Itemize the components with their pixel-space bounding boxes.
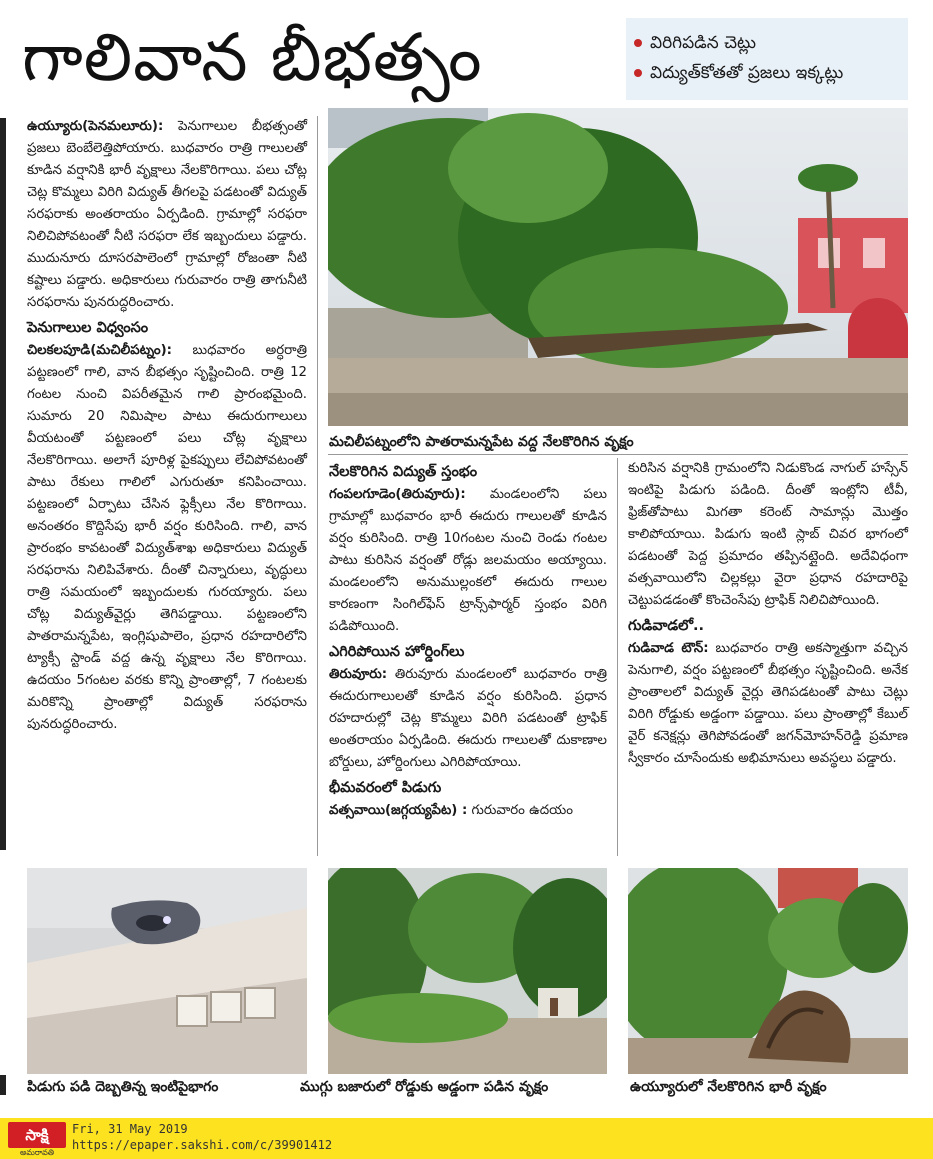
headline: గాలివాన బీభత్సం	[22, 19, 483, 96]
caption-marker	[0, 1075, 6, 1095]
article-column-1	[27, 116, 307, 856]
column-divider	[317, 116, 318, 856]
main-photo-caption: మచిలీపట్నంలోని పాతరామన్నపేట వద్ద నేలకొరిగిన వృక్షం	[329, 434, 634, 450]
bullet-dot-icon	[634, 69, 642, 77]
bullet-item: విరిగిపడిన చెట్లు	[634, 28, 900, 58]
paragraph: వత్సవాయి(జగ్గయ్యపేట) : గురువారం ఉదయం	[329, 803, 573, 818]
epaper-url[interactable]: https://epaper.sakshi.com/c/39901412	[72, 1138, 333, 1152]
paragraph: చిలకలపూడి(మచిలీపట్నం): బుధవారం అర్ధరాత్రి పట్టణంలో గాలి, వాన బీభత్సం సృష్టించింది. రాత్రి 12 గంటల నుంచి విపరీతమైన గాలి ప్రారంభమైంది. సుమారు 20 నిమిషాల పాటు ఈదురుగాలులు వీయటంతో పట్టణంలో పలు చోట్ల వృక్షాలు నేలకొరిగాయి. అలాగే పూరిళ్ల పైకప్పులు లేచిపోవటంతో పాటు రేకులు గాలిలో ఎగురుతూ కనిపించాయి. పట్టణంలో ఏర్పాటు చేసిన ఫ్లెక్సీలు నేల కొరిగాయి. అనంతరం కొద్దిసేపు భారీ వర్షం కురిసింది. గాలి, వాన ప్రారంభం కావటంతో విద్యుత్‌శాఖ అధికారులు విద్యుత్ సరఫరాను నిలిపివేశారు. దీంతో చిన్నారులు, వృద్ధులు రాత్రి సమయంలో ఇబ్బందులకు గురయ్యారు. పలు చోట్ల విద్యుత్‌వైర్లు తెగిపడ్డాయి. పట్టణంలోని పాతరామన్నపేట, ఇంగ్లిషుపాలెం, ప్రధాన రహదారిలోని ట్యాక్సీ స్టాండ్ వద్ద ఉన్న వృక్షాలు నేల కొరిగాయి. ఉదయం 5గంటల వరకు కొన్ని ప్రాంతాల్లో, 7 గంటలకు మరికొన్ని ప్రాంతాల్లో విద్యుత్ సరఫరాను పునరుద్ధరించారు.	[27, 343, 307, 732]
divider	[328, 454, 908, 455]
main-photo-fallen-tree	[328, 108, 908, 426]
bullet-item: విద్యుత్‌కోతతో ప్రజలు ఇక్కట్లు	[634, 58, 900, 88]
photo-caption: పిడుగు పడి దెబ్బతిన్న ఇంటిపైభాగం	[27, 1079, 219, 1095]
subheading: భీమవరంలో పిడుగు	[329, 780, 442, 796]
paragraph: ఉయ్యూరు(పెనమలూరు): పెనుగాలుల బీభత్సంతో ప్రజలు బెంబేలెత్తిపోయారు. బుధవారం రాత్రి గాలులతో కూడిన వర్షానికి భారీ వృక్షాలు నేలకొరిగాయి. పలు చోట్ల చెట్ల కొమ్మలు విరిగి విద్యుత్ తీగలపై పడటంతో విద్యుత్ సరఫరాకు అంతరాయం ఏర్పడింది. గ్రామాల్లో సరఫరా నిలిచిపోవటంతో నీటి సరఫరా లేక ఇబ్బందులు పడ్డారు. ముదునూరు దూసరపాలెంలో గ్రామాల్లో రోజంతా నీటి కష్టాలు పడ్డారు. అధికారులు గురువారం రాత్రి తాగునీటి సరఫరాను పునరుద్ధరించారు.	[27, 119, 307, 310]
subheading: గుడివాడలో..	[628, 618, 705, 634]
photo-damaged-roof	[27, 868, 307, 1074]
summary-bullets	[626, 18, 908, 100]
column-marker	[0, 118, 6, 850]
subheading: నేలకొరిగిన విద్యుత్ స్తంభం	[329, 464, 478, 480]
paragraph: తిరువూరు: తిరువూరు మండలంలో బుధవారం రాత్రి ఈదురుగాలులతో కూడిన వర్షం కురిసింది. ప్రధాన రహదారుల్లో చెట్ల కొమ్మలు విరిగి పడటంతో ట్రాఫిక్ అంతరాయం ఏర్పడింది. ఈదురు గాలులతో దుకాణాల బోర్డులు, హోర్డింగులు ఎగిరిపోయాయి.	[329, 667, 607, 770]
bullet-dot-icon	[634, 39, 642, 47]
subheading: ఎగిరిపోయిన హోర్డింగ్‌లు	[329, 644, 465, 660]
sakshi-logo: సాక్షి	[8, 1122, 66, 1148]
photo-caption: ఉయ్యూరులో నేలకొరిగిన భారీ వృక్షం	[630, 1079, 827, 1095]
paragraph: కురిసిన వర్షానికి గ్రామంలోని నిడుకొండ నాగుల్ హస్సేన్ ఇంటిపై పిడుగు పడింది. దీంతో ఇంట్లోని టీవీ, ఫ్రిజ్‌తోపాటు మిగతా కరెంట్ సామాన్లు మొత్తం కాలిపోయాయి. పిడుగు ఇంటి స్లాబ్ చివర భాగంలో పడటంతో పెద్ద ప్రమాదం తప్పినట్లైంది. అదేవిధంగా వత్సవాయిలోని చిల్లకల్లు వైరా ప్రధాన రహదారిపై చెట్టుపడడంతో కొంచెంసేపు ట్రాఫిక్ నిలిచిపోయింది.	[628, 461, 908, 608]
article-column-2	[329, 458, 607, 856]
article-column-3	[628, 458, 908, 856]
column-divider	[617, 458, 618, 856]
photo-caption: ముగ్గు బజారులో రోడ్డుకు అడ్డంగా పడిన వృక్షం	[300, 1079, 549, 1095]
subheading: పెనుగాలుల విధ్వంసం	[27, 320, 149, 336]
edition-date: Fri, 31 May 2019	[72, 1122, 188, 1136]
photo-tree-on-road	[328, 868, 607, 1074]
paragraph: గుడివాడ టౌన్: బుధవారం రాత్రి అకస్మాత్తుగా వచ్చిన పెనుగాలి, వర్షం పట్టణంలో బీభత్సం సృష్టించింది. అనేక ప్రాంతాలలో విద్యుత్ వైర్లు తెగిపడటంతో పాటు చెట్లు విరిగి రోడ్డుకు అడ్డంగా పడ్డాయి. పలు ప్రాంతాల్లో కేబుల్ వైర్ కనెక్షన్లు తెగిపోవడంతో జగన్‌మోహన్‌రెడ్డి ప్రమాణ స్వీకారం చూసేందుకు అభిమానులు అవస్థలు పడ్డారు.	[628, 641, 908, 766]
logo-subtitle: అమరావతి	[19, 1148, 55, 1157]
photo-uprooted-tree	[628, 868, 908, 1074]
paragraph: గంపలగూడెం(తిరువూరు): మండలంలోని పలు గ్రామాల్లో బుధవారం భారీ ఈదురు గాలులతో కూడిన వర్షం కురిసింది. రాత్రి 10గంటల నుంచి రెండు గంటల పాటు కురిసిన వర్షంతో రోడ్లు జలమయం అయ్యాయి. మండలంలోని అనుముల్లంకలో ఈదురు గాలుల కారణంగా సింగిల్‌ఫేస్ ట్రాన్స్‌ఫార్మర్ స్తంభం విరిగి పడిపోయింది.	[329, 487, 607, 634]
